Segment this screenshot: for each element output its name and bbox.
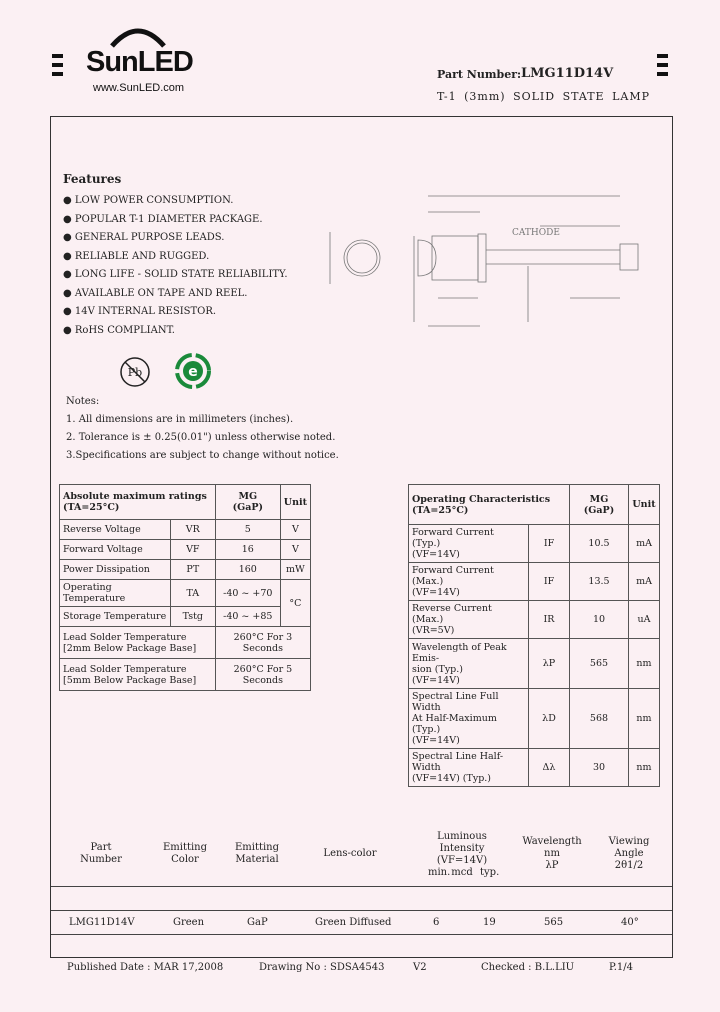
checked-by: Checked : B.L.LIU xyxy=(481,962,575,973)
col-lens-color: Lens-color xyxy=(323,848,377,859)
corner-mark-left-3 xyxy=(52,72,63,76)
table-row: Spectral Line Half-Width (VF=14V) (Typ.) Δλ 30 nm xyxy=(409,749,660,787)
intensity-min-label: min. xyxy=(428,867,451,878)
absolute-ratings-table xyxy=(59,484,311,691)
notes-title: Notes: xyxy=(66,396,100,407)
product-table-divider-1 xyxy=(51,886,672,887)
company-website[interactable]: www.SunLED.com xyxy=(93,82,185,94)
features-title: Features xyxy=(63,172,122,186)
table-row: Spectral Line Full Width At Half-Maximum (Typ.) (VF=14V) λD 568 nm xyxy=(409,689,660,749)
col-luminous-intensity: Luminous Intensity (VF=14V) mcd xyxy=(436,831,488,878)
drawing-number: Drawing No : SDSA4543 xyxy=(259,962,385,973)
table-row: Forward Current (Typ.) (VF=14V) IF 10.5 mA xyxy=(409,525,660,563)
company-logo: SunLED xyxy=(86,46,193,78)
abs-col-mg: MG (GaP) xyxy=(215,485,280,520)
table-row: Reverse Current (Max.) (VR=5V) IR 10 uA xyxy=(409,601,660,639)
feature-item: ● 14V INTERNAL RESISTOR. xyxy=(63,306,217,317)
col-emitting-color: Emitting Color xyxy=(162,842,208,865)
version: V2 xyxy=(413,962,427,973)
corner-mark-left-1 xyxy=(52,54,63,58)
table-row: Forward Voltage VF 16 V xyxy=(60,540,311,560)
note-item: 3.Specifications are subject to change without notice. xyxy=(66,450,339,461)
logo-arc-icon xyxy=(108,22,168,48)
feature-item: ● GENERAL PURPOSE LEADS. xyxy=(63,232,225,243)
corner-mark-right-2 xyxy=(657,63,668,67)
feature-item: ● RELIABLE AND RUGGED. xyxy=(63,250,210,262)
notes-section xyxy=(66,393,339,465)
table-row: Storage Temperature Tstg -40 ~ +85 xyxy=(60,607,311,627)
feature-item: ● RoHS COMPLIANT. xyxy=(63,324,175,336)
svg-text:Pb: Pb xyxy=(127,366,143,379)
part-number-label: Part Number: xyxy=(437,68,522,81)
feature-item: ● POPULAR T-1 DIAMETER PACKAGE. xyxy=(63,213,263,225)
corner-mark-left-2 xyxy=(52,63,63,67)
cathode-label: CATHODE xyxy=(512,228,560,238)
part-subtitle: T-1 (3mm) SOLID STATE LAMP xyxy=(437,90,650,103)
pb-free-icon xyxy=(118,355,152,389)
product-table-divider-3 xyxy=(51,934,672,935)
product-table-divider-2 xyxy=(51,910,672,911)
part-number-value: LMG11D14V xyxy=(521,66,614,81)
operating-characteristics-table xyxy=(408,484,660,787)
published-date: Published Date : MAR 17,2008 xyxy=(67,962,224,973)
op-table-title: Operating Characteristics (TA=25°C) xyxy=(409,485,570,525)
table-row: Reverse Voltage VR 5 V xyxy=(60,520,311,540)
page-number: P.1/4 xyxy=(609,962,633,973)
feature-item: ● AVAILABLE ON TAPE AND REEL. xyxy=(63,287,248,299)
abs-table-title: Absolute maximum ratings (TA=25°C) xyxy=(60,485,216,520)
op-col-unit: Unit xyxy=(629,485,660,525)
feature-item: ● LONG LIFE - SOLID STATE RELIABILITY. xyxy=(63,269,288,280)
corner-mark-right-3 xyxy=(657,72,668,76)
features-list xyxy=(63,192,313,340)
svg-text:e: e xyxy=(188,364,198,380)
package-dimension-drawing xyxy=(320,186,660,336)
rohs-e-icon xyxy=(174,352,212,390)
abs-col-unit: Unit xyxy=(280,485,310,520)
col-emitting-material: Emitting Material xyxy=(234,842,280,865)
table-row: Wavelength of Peak Emis- sion (Typ.) (VF=14V) λP 565 nm xyxy=(409,639,660,689)
col-wavelength: Wavelength nm λP xyxy=(522,836,582,871)
table-row: Lead Solder Temperature [2mm Below Package Base] 260°C For 3 Seconds xyxy=(60,627,311,659)
table-row: Operating Temperature TA -40 ~ +70 °C xyxy=(60,580,311,607)
op-col-mg: MG (GaP) xyxy=(570,485,629,525)
feature-item: ● LOW POWER CONSUMPTION. xyxy=(63,195,234,206)
table-row: Lead Solder Temperature [5mm Below Package Base] 260°C For 5 Seconds xyxy=(60,659,311,691)
note-item: 1. All dimensions are in millimeters (inches). xyxy=(66,414,294,425)
col-part-number: Part Number xyxy=(80,842,122,865)
note-item: 2. Tolerance is ± 0.25(0.01") unless otherwise noted. xyxy=(66,432,336,443)
corner-mark-right-1 xyxy=(657,54,668,58)
table-row: Forward Current (Max.) (VF=14V) IF 13.5 mA xyxy=(409,563,660,601)
table-row: LMG11D14V Green GaP Green Diffused 6 19 565 40° xyxy=(69,917,639,928)
table-row: Power Dissipation PT 160 mW xyxy=(60,560,311,580)
intensity-typ-label: typ. xyxy=(480,867,500,878)
col-viewing-angle: Viewing Angle 2θ1/2 xyxy=(608,836,650,871)
